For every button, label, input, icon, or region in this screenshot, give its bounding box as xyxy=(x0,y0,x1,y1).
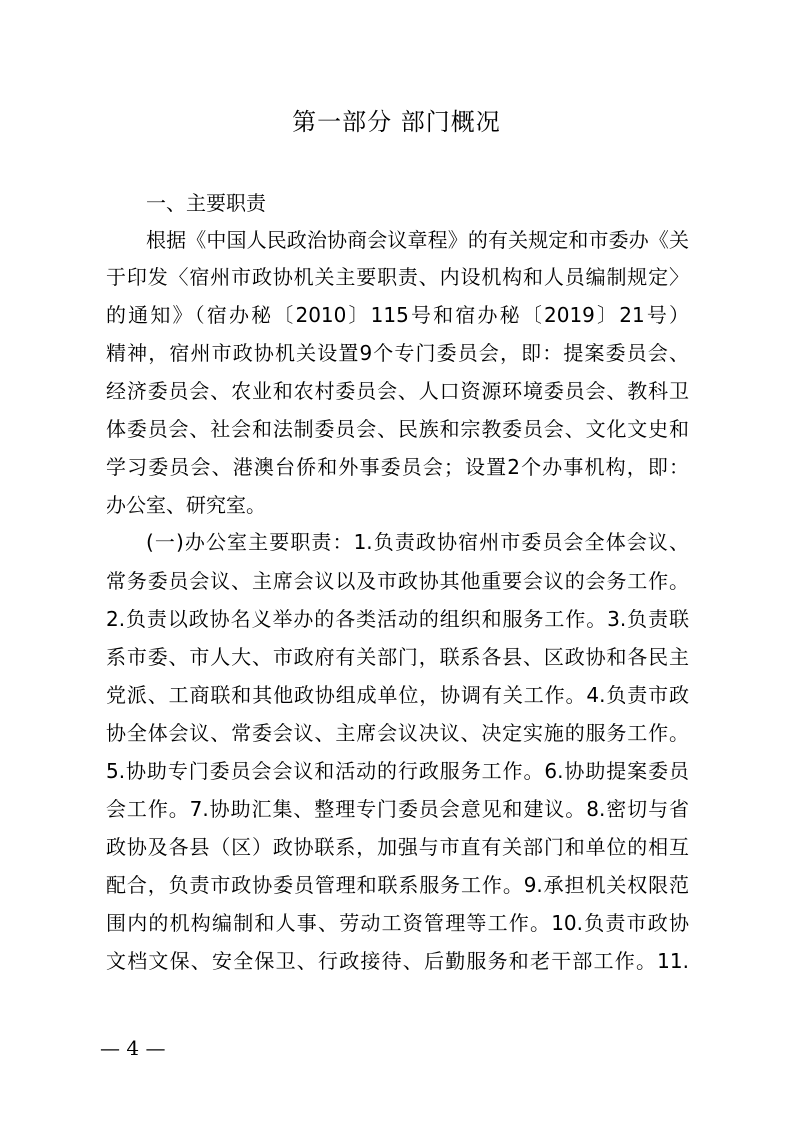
paragraph-line: 配合，负责市政协委员管理和联系服务工作。9.承担机关权限范 xyxy=(106,873,689,897)
paragraph-line: 常务委员会议、主席会议以及市政协其他重要会议的会务工作。 xyxy=(106,569,689,593)
paragraph-line: 政协及各县（区）政协联系，加强与市直有关部门和单位的相互 xyxy=(106,835,689,859)
paragraph-line: 的通知》（宿办秘〔2010〕115号和宿办秘〔2019〕21号） xyxy=(106,303,689,327)
paragraph-line: 精神，宿州市政协机关设置9个专门委员会，即：提案委员会、 xyxy=(106,341,689,365)
paragraph-line: 2.负责以政协名义举办的各类活动的组织和服务工作。3.负责联 xyxy=(106,607,689,631)
paragraph-line: 系市委、市人大、市政府有关部门，联系各县、区政协和各民主 xyxy=(106,645,689,669)
paragraph-line: 经济委员会、农业和农村委员会、人口资源环境委员会、教科卫 xyxy=(106,379,689,403)
paragraph-line: 学习委员会、港澳台侨和外事委员会；设置2个办事机构，即： xyxy=(106,455,689,479)
section-heading: 一、主要职责 xyxy=(146,191,266,215)
paragraph-line: 办公室、研究室。 xyxy=(106,493,266,517)
paragraph-line: 协全体会议、常委会议、主席会议决议、决定实施的服务工作。 xyxy=(106,721,689,745)
paragraph-line: 党派、工商联和其他政协组成单位，协调有关工作。4.负责市政 xyxy=(106,683,689,707)
paragraph-line: (一)办公室主要职责：1.负责政协宿州市委员会全体会议、 xyxy=(146,530,689,554)
paragraph-line: 文档文保、安全保卫、行政接待、后勤服务和老干部工作。11. xyxy=(106,949,689,973)
paragraph-line: 5.协助专门委员会会议和活动的行政服务工作。6.协助提案委员 xyxy=(106,759,689,783)
paragraph-line: 会工作。7.协助汇集、整理专门委员会意见和建议。8.密切与省 xyxy=(106,797,689,821)
paragraph-line: 根据《中国人民政治协商会议章程》的有关规定和市委办《关 xyxy=(146,228,689,252)
paragraph-line: 于印发〈宿州市政协机关主要职责、内设机构和人员编制规定〉 xyxy=(106,265,689,289)
paragraph-line: 体委员会、社会和法制委员会、民族和宗教委员会、文化文史和 xyxy=(106,417,689,441)
page-number: — 4 — xyxy=(100,1036,166,1060)
paragraph-line: 围内的机构编制和人事、劳动工资管理等工作。10.负责市政协 xyxy=(106,911,689,935)
page-title: 第一部分 部门概况 xyxy=(292,108,501,136)
